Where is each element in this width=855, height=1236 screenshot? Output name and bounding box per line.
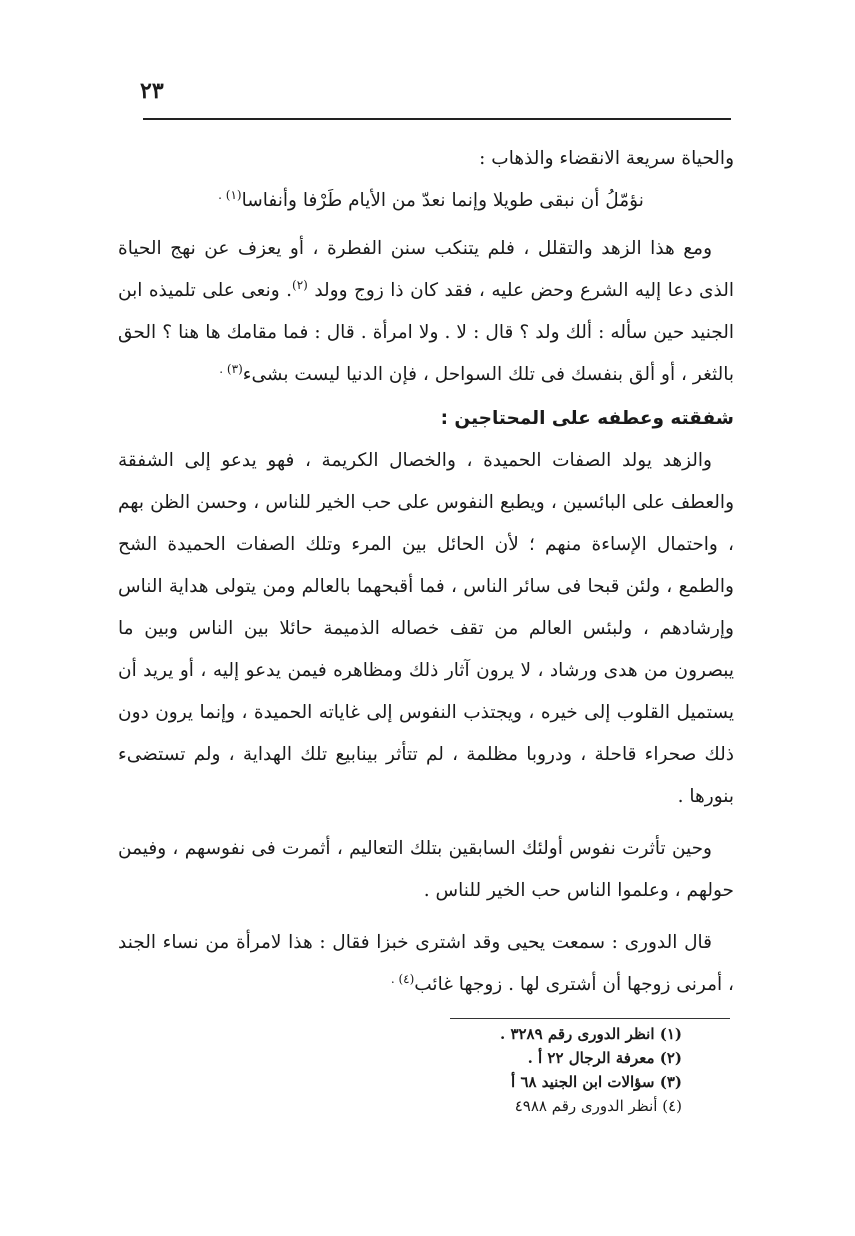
- paragraph-1-text: ومع هذا الزهد والتقلل ، فلم يتنكب سنن الفطرة ، أو يعزف عن نهج الحياة الذى دعا إليه الشرع وحض عليه ، فقد كان ذا زوج وولد: [118, 238, 734, 301]
- footnote-ref-4: (٤) .: [390, 971, 415, 986]
- header-rule: [143, 118, 731, 120]
- paragraph-4: [118, 922, 734, 1006]
- intro-text: والحياة سريعة الانقضاء والذهاب :: [479, 148, 734, 169]
- footnote-1: (١) انظر الدورى رقم ٣٢٨٩ .: [499, 1025, 682, 1043]
- paragraph-4-text: قال الدورى : سمعت يحيى وقد اشترى خبزا فقال : هذا لامرأة من نساء الجند ، أمرنى زوجها أن أشترى لها . زوجها غائب: [118, 932, 734, 995]
- intro-line: [118, 138, 734, 180]
- footnote-ref-2: (٢): [292, 277, 308, 292]
- footnote-ref-3: (٣) .: [219, 361, 243, 376]
- main-text: [118, 138, 734, 1006]
- paragraph-1: [118, 228, 734, 396]
- verse-text: نؤمّلُ أن نبقى طويلا وإنما نعدّ من الأيام طَرْفا وأنفاسا: [241, 190, 644, 211]
- poem-verse: [118, 180, 734, 222]
- footnote-rule: [450, 1018, 730, 1019]
- footnote-3: (٣) سؤالات ابن الجنيد ٦٨ أ: [511, 1073, 682, 1091]
- paragraph-1-continued: . ونعى على تلميذه ابن الجنيد حين سأله : ألك ولد ؟ قال : لا . ولا امرأة . قال : فما مقامك ها هنا ؟ الحق بالثغر ، أو ألق بنفسك فى تلك السواحل ، فإن الدنيا ليست بشىء: [118, 280, 734, 385]
- footnote-2: (٢) معرفة الرجال ٢٢ أ .: [527, 1049, 682, 1067]
- paragraph-2: والزهد يولد الصفات الحميدة ، والخصال الكريمة ، فهو يدعو إلى الشفقة والعطف على البائسين ، ويطبع النفوس على حب الخير للناس ، وحسن الظن بهم ، واحتمال الإساءة منهم ؛ لأن الحائل بين المرء وتلك الصفات الحميدة الشح والطمع ، ولئن قبحا فى سائر الناس ، فما أقبحهما بالعالم ومن يتولى هداية الناس وإرشادهم ، ولبئس العالم من تقف خصاله الذميمة حائلا بين الناس وبين ما يبصرون من هدى ورشاد ، لا يرون آثار ذلك ومظاهره فيمن يدعو إليه ، أو يريد أن يستميل القلوب إلى خيره ، ويجتذب النفوس إلى غاياته الحميدة ، وإنما يرون دون ذلك صحراء قاحلة ، ودروبا مظلمة ، لم تتأثر بينابيع تلك الهداية ، ولم تستضىء بنورها .: [118, 450, 734, 807]
- section-heading: شفقته وعطفه على المحتاجين :: [440, 408, 734, 429]
- paragraph-3: وحين تأثرت نفوس أولئك السابقين بتلك التعاليم ، أثمرت فى نفوسهم ، وفيمن حولهم ، وعلموا الناس حب الخير للناس .: [118, 838, 734, 901]
- footnote-4: (٤) أنظر الدورى رقم ٤٩٨٨: [514, 1097, 682, 1115]
- footnote-ref-1: (١) .: [218, 187, 242, 202]
- page-number: ٢٣: [140, 78, 164, 104]
- footnotes: [420, 1022, 682, 1118]
